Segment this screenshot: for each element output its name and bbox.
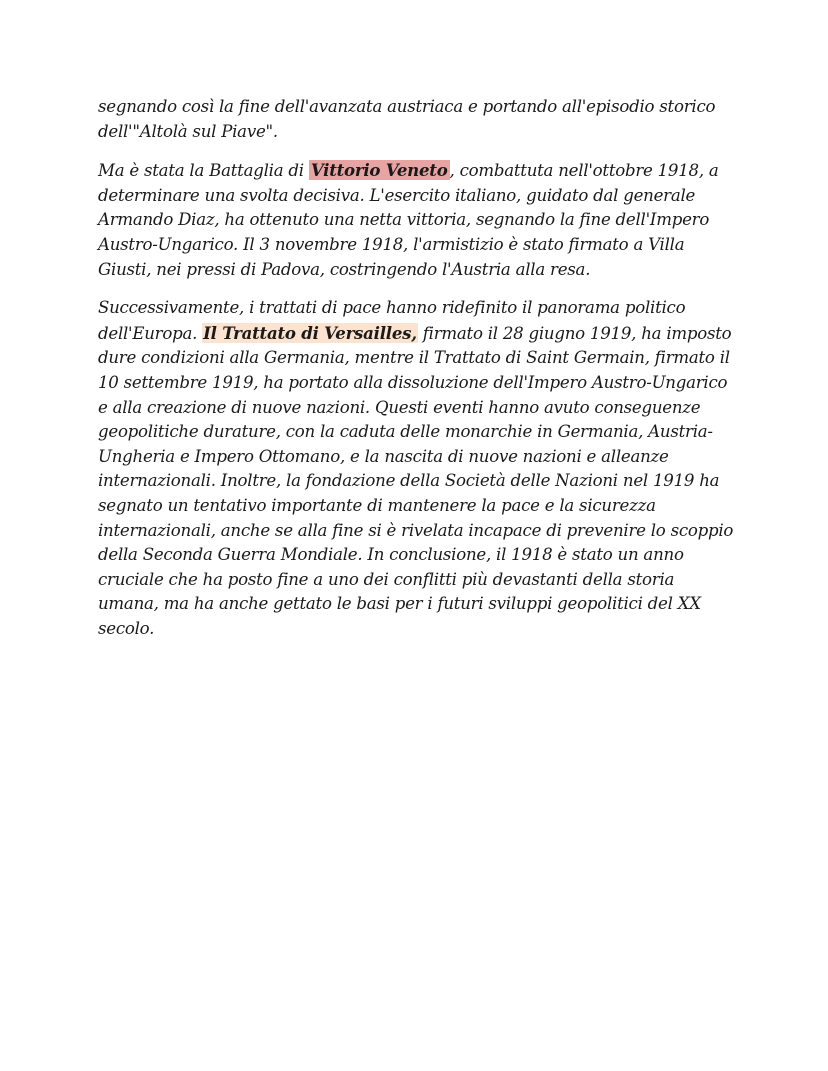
paragraph-1 bbox=[98, 95, 738, 144]
highlight-vittorio-veneto: Vittorio Veneto bbox=[310, 160, 448, 181]
paragraph-3 bbox=[98, 296, 738, 641]
paragraph-3-text-after: firmato il 28 giugno 1919, ha imposto dure condizioni alla Germania, mentre il Trattato di Saint Germain, firmato il 10 settembre 1919, ha portato alla dissoluzione dell'Impero Austro-Ungarico e alla creazione di nuove nazioni. Questi eventi hanno avuto conseguenze geopolitiche durature, con la caduta delle monarchie in Germania, Austria-Ungheria e Impero Ottomano, e la nascita di nuove nazioni e alleanze internazionali. Inoltre, la fondazione della Società delle Nazioni nel 1919 ha segnato un tentativo importante di mantenere la pace e la sicurezza internazionali, anche se alla fine si è rivelata incapace di prevenire lo scoppio della Seconda Guerra Mondiale. In conclusione, il 1918 è stato un anno cruciale che ha posto fine a uno dei conflitti più devastanti della storia umana, ma ha anche gettato le basi per i futuri sviluppi geopolitici del XX secolo. bbox=[98, 323, 734, 638]
paragraph-2-text-after: , combattuta nell'ottobre 1918, a determinare una svolta decisiva. L'esercito italiano, guidato dal generale Armando Diaz, ha ottenuto una netta vittoria, segnando la fine dell'Impero Austro-Ungarico. Il 3 novembre 1918, l'armistizio è stato firmato a Villa Giusti, nei pressi di Padova, costringendo l'Austria alla resa. bbox=[98, 161, 719, 279]
document-page bbox=[98, 95, 738, 655]
paragraph-3-text-before: Successivamente, i trattati di pace hanno ridefinito il panorama politico dell'Europa. bbox=[98, 298, 686, 343]
paragraph-2-text-before: Ma è stata la Battaglia di bbox=[98, 161, 309, 181]
paragraph-1-text: segnando così la fine dell'avanzata austriaca e portando all'episodio storico dell'"Altolà sul Piave". bbox=[98, 97, 716, 141]
paragraph-2 bbox=[98, 158, 738, 282]
highlight-trattato-versailles: Il Trattato di Versailles, bbox=[203, 322, 417, 343]
